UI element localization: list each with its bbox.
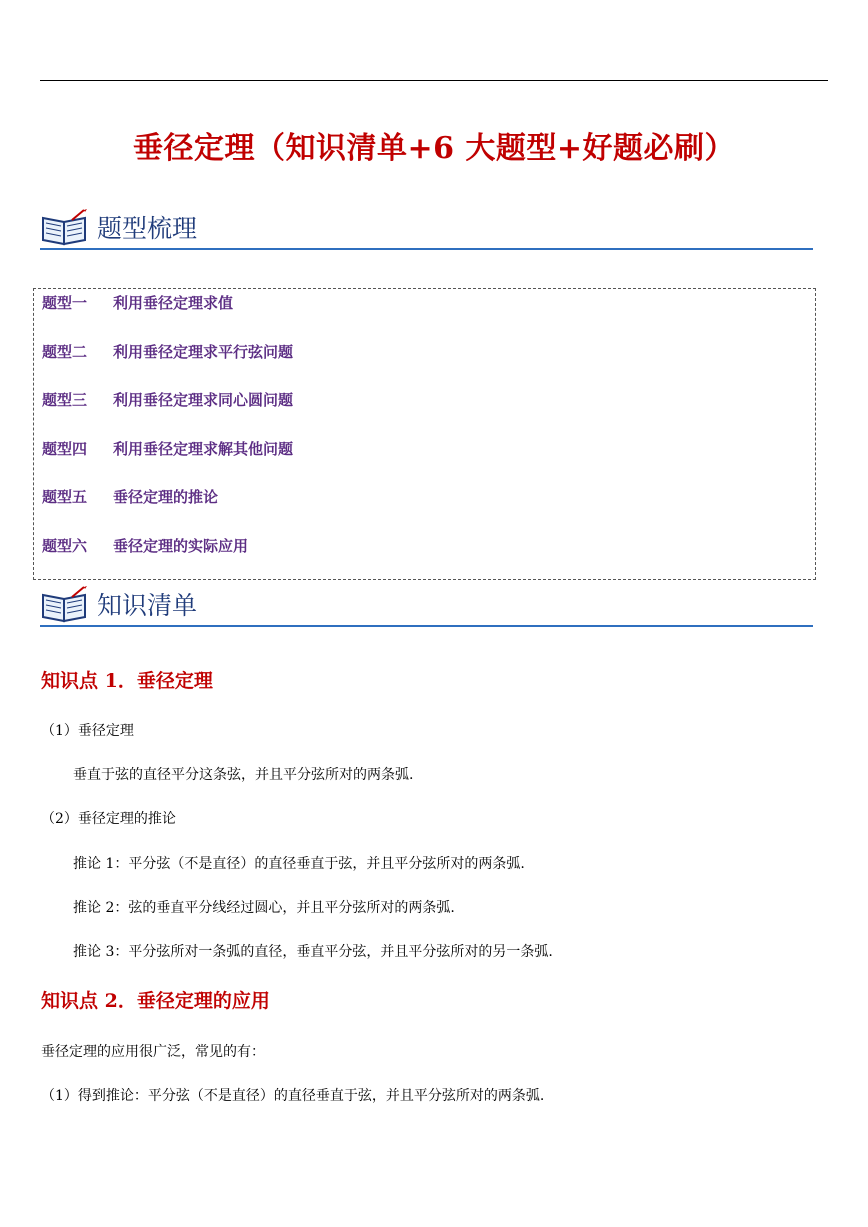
section-heading-types [40, 206, 813, 250]
paragraph: （2）垂径定理的推论 [41, 811, 176, 827]
section-heading-knowledge [40, 583, 813, 627]
paragraph: 垂直于弦的直径平分这条弦，并且平分弦所对的两条弧. [73, 767, 414, 783]
list-item: 题型四 利用垂径定理求解其他问题 [42, 440, 294, 458]
list-item: 题型三 利用垂径定理求同心圆问题 [42, 391, 294, 409]
paragraph: 推论 2：弦的垂直平分线经过圆心，并且平分弦所对的两条弧. [73, 900, 455, 916]
knowledge-point-title: 知识点 1．垂径定理 [41, 670, 213, 692]
list-item: 题型六 垂径定理的实际应用 [42, 537, 249, 555]
paragraph: （1）垂径定理 [41, 723, 134, 739]
document-title: 垂径定理（知识清单+6 大题型+好题必刷） [132, 131, 736, 166]
section-rule [40, 248, 813, 250]
header-rule [40, 80, 828, 81]
list-item: 题型一 利用垂径定理求值 [42, 294, 234, 312]
section-rule [40, 625, 813, 627]
paragraph: 推论 1：平分弦（不是直径）的直径垂直于弦，并且平分弦所对的两条弧. [73, 856, 525, 872]
open-book-icon [40, 585, 90, 623]
list-item: 题型五 垂径定理的推论 [42, 488, 219, 506]
open-book-icon [40, 208, 90, 246]
question-types-box [33, 288, 816, 580]
paragraph: （1）得到推论：平分弦（不是直径）的直径垂直于弦，并且平分弦所对的两条弧. [41, 1088, 545, 1104]
list-item: 题型二 利用垂径定理求平行弦问题 [42, 343, 294, 361]
section-title-knowledge: 知识清单 [97, 591, 198, 620]
paragraph: 垂径定理的应用很广泛，常见的有： [41, 1044, 265, 1060]
knowledge-point-title: 知识点 2．垂径定理的应用 [41, 990, 270, 1012]
paragraph: 推论 3：平分弦所对一条弧的直径，垂直平分弦，并且平分弦所对的另一条弧. [73, 944, 553, 960]
section-title-types: 题型梳理 [97, 214, 198, 243]
